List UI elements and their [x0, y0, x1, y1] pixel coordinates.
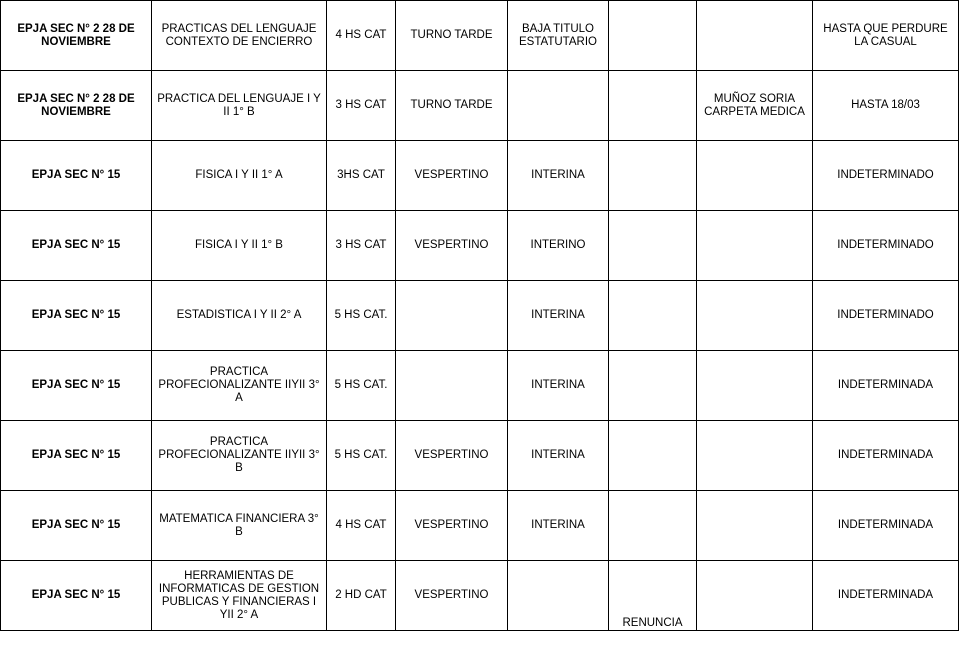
- situation-cell-text: INTERINO: [530, 239, 586, 251]
- school-cell: [1, 1, 152, 71]
- holder-cell: [697, 351, 813, 421]
- hours-cell-text: 2 HD CAT: [335, 589, 387, 601]
- shift-cell: [396, 421, 508, 491]
- subject-cell: [152, 1, 327, 71]
- hours-cell-text: 3HS CAT: [337, 169, 385, 181]
- holder-cell: [697, 491, 813, 561]
- until-cell-text: HASTA QUE PERDURE LA CASUAL: [823, 22, 948, 48]
- school-cell-text: EPJA SEC N° 2 28 DE NOVIEMBRE: [17, 22, 135, 48]
- situation-cell: [508, 491, 609, 561]
- school-cell-text: EPJA SEC N° 15: [31, 169, 121, 181]
- hours-cell-text: 3 HS CAT: [335, 99, 387, 111]
- hours-cell: [327, 491, 396, 561]
- situation-cell-text: INTERINA: [531, 309, 585, 321]
- school-cell: [1, 71, 152, 141]
- school-cell-text: EPJA SEC N° 15: [31, 519, 121, 531]
- situation-cell: [508, 71, 609, 141]
- subject-cell: [152, 211, 327, 281]
- school-cell: [1, 351, 152, 421]
- table-row: [1, 71, 959, 141]
- school-cell: [1, 421, 152, 491]
- subject-cell: [152, 421, 327, 491]
- shift-cell: [396, 281, 508, 351]
- until-cell-text: INDETERMINADA: [837, 519, 934, 531]
- hours-cell: [327, 561, 396, 631]
- until-cell-text: INDETERMINADO: [837, 309, 934, 321]
- shift-cell-text: TURNO TARDE: [410, 29, 493, 41]
- shift-cell-text: VESPERTINO: [414, 519, 489, 531]
- table-row: [1, 491, 959, 561]
- until-cell-text: INDETERMINADO: [837, 169, 934, 181]
- school-cell-text: EPJA SEC N° 2 28 DE NOVIEMBRE: [17, 92, 135, 118]
- shift-cell-text: VESPERTINO: [414, 589, 489, 601]
- shift-cell: [396, 561, 508, 631]
- school-cell-text: EPJA SEC N° 15: [31, 379, 121, 391]
- school-cell: [1, 211, 152, 281]
- until-cell: [813, 491, 959, 561]
- until-cell: [813, 351, 959, 421]
- hours-cell: [327, 211, 396, 281]
- situation-cell: [508, 1, 609, 71]
- subject-cell-text: FISICA I Y II 1° A: [195, 169, 283, 181]
- subject-cell-text: MATEMATICA FINANCIERA 3° B: [159, 512, 319, 538]
- table-row: [1, 351, 959, 421]
- hours-cell: [327, 141, 396, 211]
- hours-cell-text: 4 HS CAT: [335, 519, 387, 531]
- until-cell: [813, 211, 959, 281]
- subject-cell-text: PRACTICA DEL LENGUAJE I Y II 1° B: [157, 92, 321, 118]
- shift-cell: [396, 211, 508, 281]
- shift-cell: [396, 71, 508, 141]
- until-cell: [813, 421, 959, 491]
- hours-cell-text: 4 HS CAT: [335, 29, 387, 41]
- subject-cell-text: ESTADISTICA I Y II 2° A: [176, 309, 302, 321]
- subject-cell: [152, 561, 327, 631]
- shift-cell: [396, 351, 508, 421]
- subject-cell: [152, 491, 327, 561]
- school-cell: [1, 561, 152, 631]
- table-row: [1, 1, 959, 71]
- school-cell: [1, 141, 152, 211]
- situation-cell-text: BAJA TITULO ESTATUTARIO: [519, 22, 597, 48]
- reason-cell: [609, 1, 697, 71]
- hours-cell: [327, 351, 396, 421]
- situation-cell: [508, 281, 609, 351]
- reason-cell: [609, 281, 697, 351]
- school-cell-text: EPJA SEC N° 15: [31, 239, 121, 251]
- situation-cell: [508, 141, 609, 211]
- until-cell-text: INDETERMINADA: [837, 449, 934, 461]
- situation-cell-text: INTERINA: [531, 449, 585, 461]
- shift-cell-text: VESPERTINO: [414, 239, 489, 251]
- holder-cell-text: MUÑOZ SORIA CARPETA MEDICA: [704, 92, 805, 118]
- until-cell: [813, 1, 959, 71]
- hours-cell: [327, 421, 396, 491]
- hours-cell: [327, 281, 396, 351]
- situation-cell: [508, 421, 609, 491]
- shift-cell-text: VESPERTINO: [414, 449, 489, 461]
- shift-cell: [396, 491, 508, 561]
- holder-cell: [697, 281, 813, 351]
- until-cell-text: INDETERMINADA: [837, 589, 934, 601]
- situation-cell: [508, 211, 609, 281]
- situation-cell: [508, 351, 609, 421]
- shift-cell-text: VESPERTINO: [414, 169, 489, 181]
- holder-cell: [697, 1, 813, 71]
- school-cell-text: EPJA SEC N° 15: [31, 309, 121, 321]
- hours-cell-text: 3 HS CAT: [335, 239, 387, 251]
- shift-cell: [396, 141, 508, 211]
- table-row: [1, 141, 959, 211]
- subject-cell: [152, 141, 327, 211]
- subject-cell-text: FISICA I Y II 1° B: [195, 239, 283, 251]
- reason-cell-text: RENUNCIA: [622, 617, 683, 629]
- subject-cell-text: HERRAMIENTAS DE INFORMATICAS DE GESTION PUBLICAS Y FINANCIERAS I YII 2° A: [158, 569, 320, 621]
- school-cell-text: EPJA SEC N° 15: [31, 589, 121, 601]
- subject-cell: [152, 71, 327, 141]
- reason-cell: [609, 351, 697, 421]
- subject-cell: [152, 351, 327, 421]
- until-cell: [813, 561, 959, 631]
- reason-cell: [609, 421, 697, 491]
- table-row: [1, 281, 959, 351]
- reason-cell: [609, 71, 697, 141]
- subject-cell: [152, 281, 327, 351]
- subject-cell-text: PRACTICAS DEL LENGUAJE CONTEXTO DE ENCIERRO: [161, 22, 317, 48]
- holder-cell: [697, 421, 813, 491]
- until-cell-text: INDETERMINADA: [837, 379, 934, 391]
- situation-cell-text: INTERINA: [531, 169, 585, 181]
- hours-cell-text: 5 HS CAT.: [334, 379, 388, 391]
- shift-cell: [396, 1, 508, 71]
- hours-cell-text: 5 HS CAT.: [334, 449, 388, 461]
- hours-cell: [327, 1, 396, 71]
- subject-cell-text: PRACTICA PROFECIONALIZANTE IIYII 3° A: [158, 366, 320, 404]
- reason-cell: [609, 211, 697, 281]
- hours-cell: [327, 71, 396, 141]
- school-cell: [1, 281, 152, 351]
- until-cell-text: INDETERMINADO: [837, 239, 934, 251]
- until-cell-text: HASTA 18/03: [851, 99, 920, 111]
- holder-cell: [697, 561, 813, 631]
- situation-cell-text: INTERINA: [531, 379, 585, 391]
- reason-cell: [609, 561, 697, 631]
- situation-cell: [508, 561, 609, 631]
- table-body: [1, 1, 959, 631]
- table-row: [1, 211, 959, 281]
- subject-cell-text: PRACTICA PROFECIONALIZANTE IIYII 3° B: [158, 436, 320, 474]
- school-cell-text: EPJA SEC N° 15: [31, 449, 121, 461]
- until-cell: [813, 71, 959, 141]
- holder-cell: [697, 211, 813, 281]
- until-cell: [813, 141, 959, 211]
- situation-cell-text: INTERINA: [531, 519, 585, 531]
- hours-cell-text: 5 HS CAT.: [334, 309, 388, 321]
- until-cell: [813, 281, 959, 351]
- table-row: [1, 561, 959, 631]
- table-row: [1, 421, 959, 491]
- reason-cell: [609, 141, 697, 211]
- shift-cell-text: TURNO TARDE: [410, 99, 493, 111]
- holder-cell: [697, 71, 813, 141]
- reason-cell: [609, 491, 697, 561]
- holder-cell: [697, 141, 813, 211]
- school-cell: [1, 491, 152, 561]
